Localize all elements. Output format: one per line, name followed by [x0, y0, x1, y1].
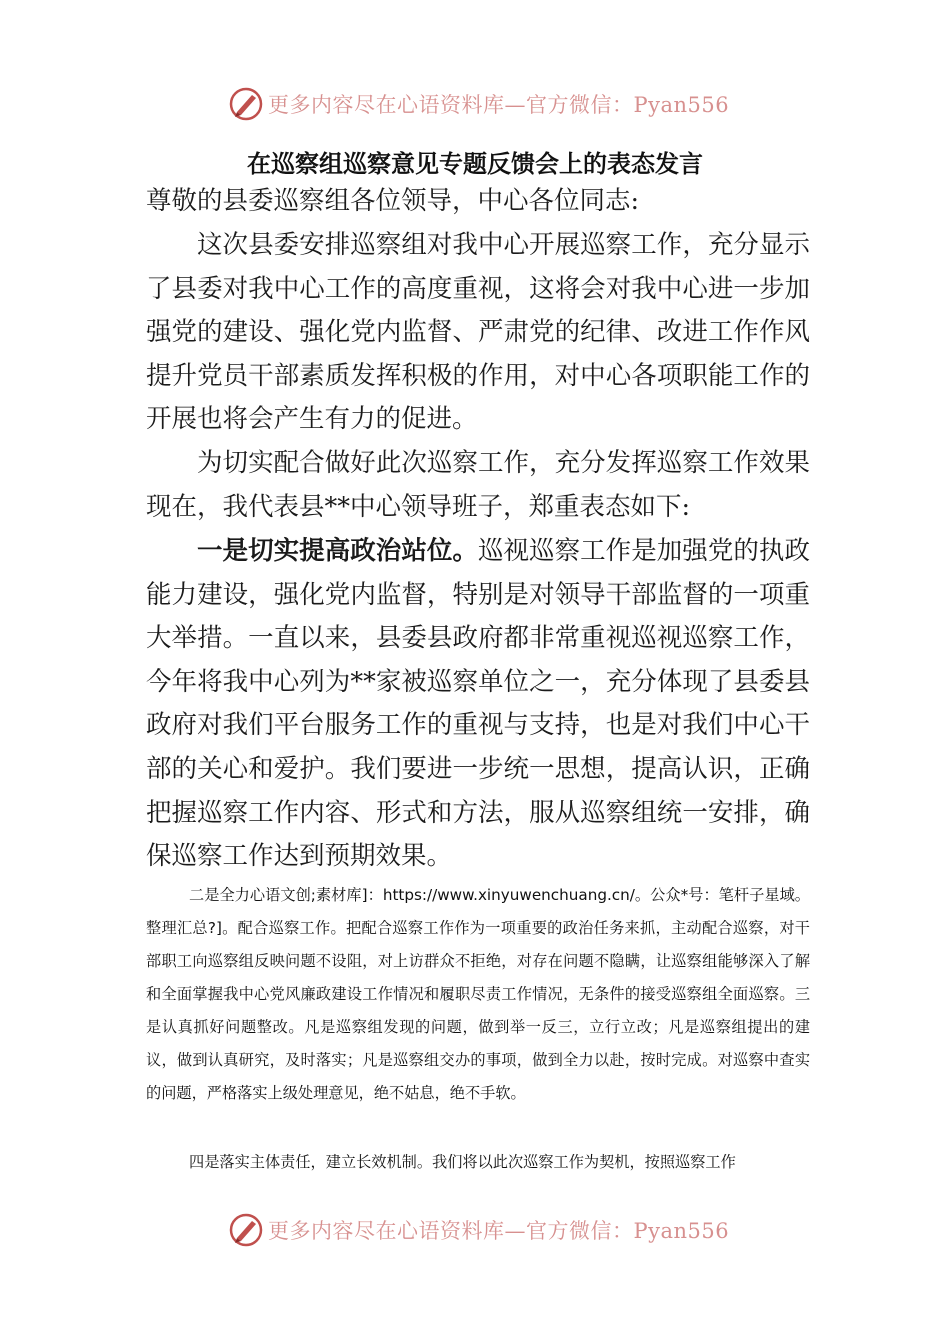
banner-text: 更多内容尽在心语资料库—官方微信：Pyan556 — [268, 1219, 730, 1243]
document-title: 在巡察组巡察意见专题反馈会上的表态发言 — [247, 149, 703, 178]
small-paragraph-2: 四是落实主体责任，建立长效机制。我们将以此次巡察工作为契机，按照巡察工作 — [189, 1153, 736, 1171]
paragraph-3 — [146, 530, 810, 879]
paragraph-2: 为切实配合做好此次巡察工作，充分发挥巡察工作效果现在，我代表县**中心领导班子，郑重表态如下: — [146, 448, 810, 522]
paragraph-1: 这次县委安排巡察组对我中心开展巡察工作，充分显示了县委对我中心工作的高度重视，这将会对我中心进一步加强党的建设、强化党内监督、严肃党的纪律、改进工作作风提升党员干部素质发挥积极的作用，对中心各项职能工作的开展也将会产生有力的促进。 — [146, 230, 810, 435]
footer-watermark-banner — [228, 1210, 729, 1250]
pen-circle-icon — [228, 86, 264, 122]
point-1-lead: 一是切实提高政治站位。 — [197, 536, 478, 566]
header-watermark-banner — [228, 84, 729, 124]
greeting: 尊敬的县委巡察组各位领导，中心各位同志: — [146, 186, 640, 216]
small-paragraph-1: 二是全力心语文创;素材库]：https://www.xinyuwenchuang.cn/。公众*号：笔杆子星域。整理汇总?]。配合巡察工作。把配合巡察工作作为一项重要的政治任务来抓，主动配合巡察，对干部职工向巡察组反映问题不设阻，对上访群众不拒绝，对存在问题不隐瞒，让巡察组能够深入了解和全面掌握我中心党风廉政建设工作情况和履职尽责工作情况，无条件的接受巡察组全面巡察。三是认真抓好问题整改。凡是巡察组发现的问题，做到举一反三，立行立改；凡是巡察组提出的建议，做到认真研究，及时落实；凡是巡察组交办的事项，做到全力以赴，按时完成。对巡察中查实的问题，严格落实上级处理意见，绝不姑息，绝不手软。 — [146, 886, 810, 1102]
pen-circle-icon — [228, 1212, 264, 1248]
banner-text: 更多内容尽在心语资料库—官方微信：Pyan556 — [268, 93, 730, 117]
point-1-body: 巡视巡察工作是加强党的执政能力建设，强化党内监督，特别是对领导干部监督的一项重大举措。一直以来，县委县政府都非常重视巡视巡察工作，今年将我中心列为**家被巡察单位之一，充分体现了县委县政府对我们平台服务工作的重视与支持，也是对我们中心干部的关心和爱护。我们要进一步统一思想，提高认识，正确把握巡察工作内容、形式和方法，服从巡察组统一安排，确保巡察工作达到预期效果。 — [146, 536, 810, 872]
